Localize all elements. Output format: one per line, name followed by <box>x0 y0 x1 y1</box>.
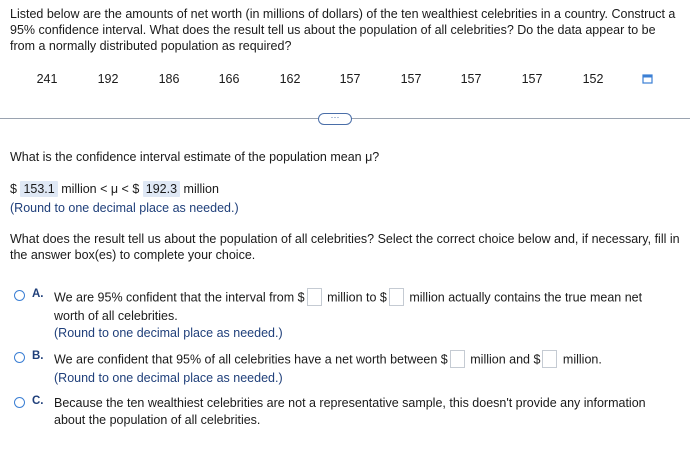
option-b-letter: B. <box>32 350 44 362</box>
option-c-radio[interactable] <box>14 397 25 408</box>
option-a-text-4: worth of all celebrities. <box>54 309 178 323</box>
option-a-hint: (Round to one decimal place as needed.) <box>54 326 283 340</box>
expand-more-button[interactable]: ··· <box>318 113 352 125</box>
problem-statement: Listed below are the amounts of net worth (in millions of dollars) of the ten wealthiest celebrities in a country. Construct a 95% confidence interval. What does the result tell us about the population of all celebrities? Do the data appear to be from a normally distributed population as required? <box>10 7 676 53</box>
data-value: 157 <box>339 72 361 86</box>
data-value: 157 <box>460 72 482 86</box>
data-value: 157 <box>400 72 422 86</box>
question-interpretation: What does the result tell us about the population of all celebrities? Select the correct choice below and, if necessary, fill in the answer box(es) to complete your choice. <box>10 232 680 262</box>
data-value: 162 <box>279 72 301 86</box>
data-value: 186 <box>158 72 180 86</box>
option-a-text-3: million actually contains the true mean net <box>409 290 643 305</box>
option-a-text-1: We are 95% confident that the interval from $ <box>54 290 305 305</box>
round-hint: (Round to one decimal place as needed.) <box>10 201 239 215</box>
option-c-text-2: about the population of all celebrities. <box>54 413 261 427</box>
data-value: 152 <box>582 72 604 86</box>
option-c-letter: C. <box>32 395 44 407</box>
ci-answer-line <box>10 181 219 197</box>
option-a-letter: A. <box>32 288 44 300</box>
option-c[interactable] <box>14 395 684 429</box>
option-b-input-2[interactable] <box>542 350 557 368</box>
question-ci: What is the confidence interval estimate of the population mean μ? <box>10 150 380 164</box>
option-a-radio[interactable] <box>14 290 25 301</box>
dollar-sign: $ <box>10 182 17 196</box>
option-b-hint: (Round to one decimal place as needed.) <box>54 371 283 385</box>
copy-data-icon[interactable] <box>642 73 653 84</box>
option-b-radio[interactable] <box>14 352 25 363</box>
option-b-text-3: million. <box>562 352 602 367</box>
option-a-input-2[interactable] <box>389 288 404 306</box>
data-value: 192 <box>97 72 119 86</box>
option-b-text-2: million and $ <box>470 352 541 367</box>
ci-lower-answer[interactable]: 153.1 <box>20 181 57 197</box>
ci-middle-text: million < μ < $ <box>61 182 140 196</box>
option-c-text-1: Because the ten wealthiest celebrities are not a representative sample, this doesn't provide any information <box>54 396 646 410</box>
option-b-text-1: We are confident that 95% of all celebrities have a net worth between $ <box>54 352 448 367</box>
option-a-text-2: million to $ <box>327 290 387 305</box>
option-a[interactable] <box>14 288 684 340</box>
data-values-row <box>0 72 690 88</box>
option-b[interactable] <box>14 350 684 386</box>
option-a-input-1[interactable] <box>307 288 322 306</box>
ci-upper-answer[interactable]: 192.3 <box>143 181 180 197</box>
data-value: 157 <box>521 72 543 86</box>
data-value: 241 <box>36 72 58 86</box>
data-value: 166 <box>218 72 240 86</box>
ci-suffix: million <box>183 182 219 196</box>
option-b-input-1[interactable] <box>450 350 465 368</box>
